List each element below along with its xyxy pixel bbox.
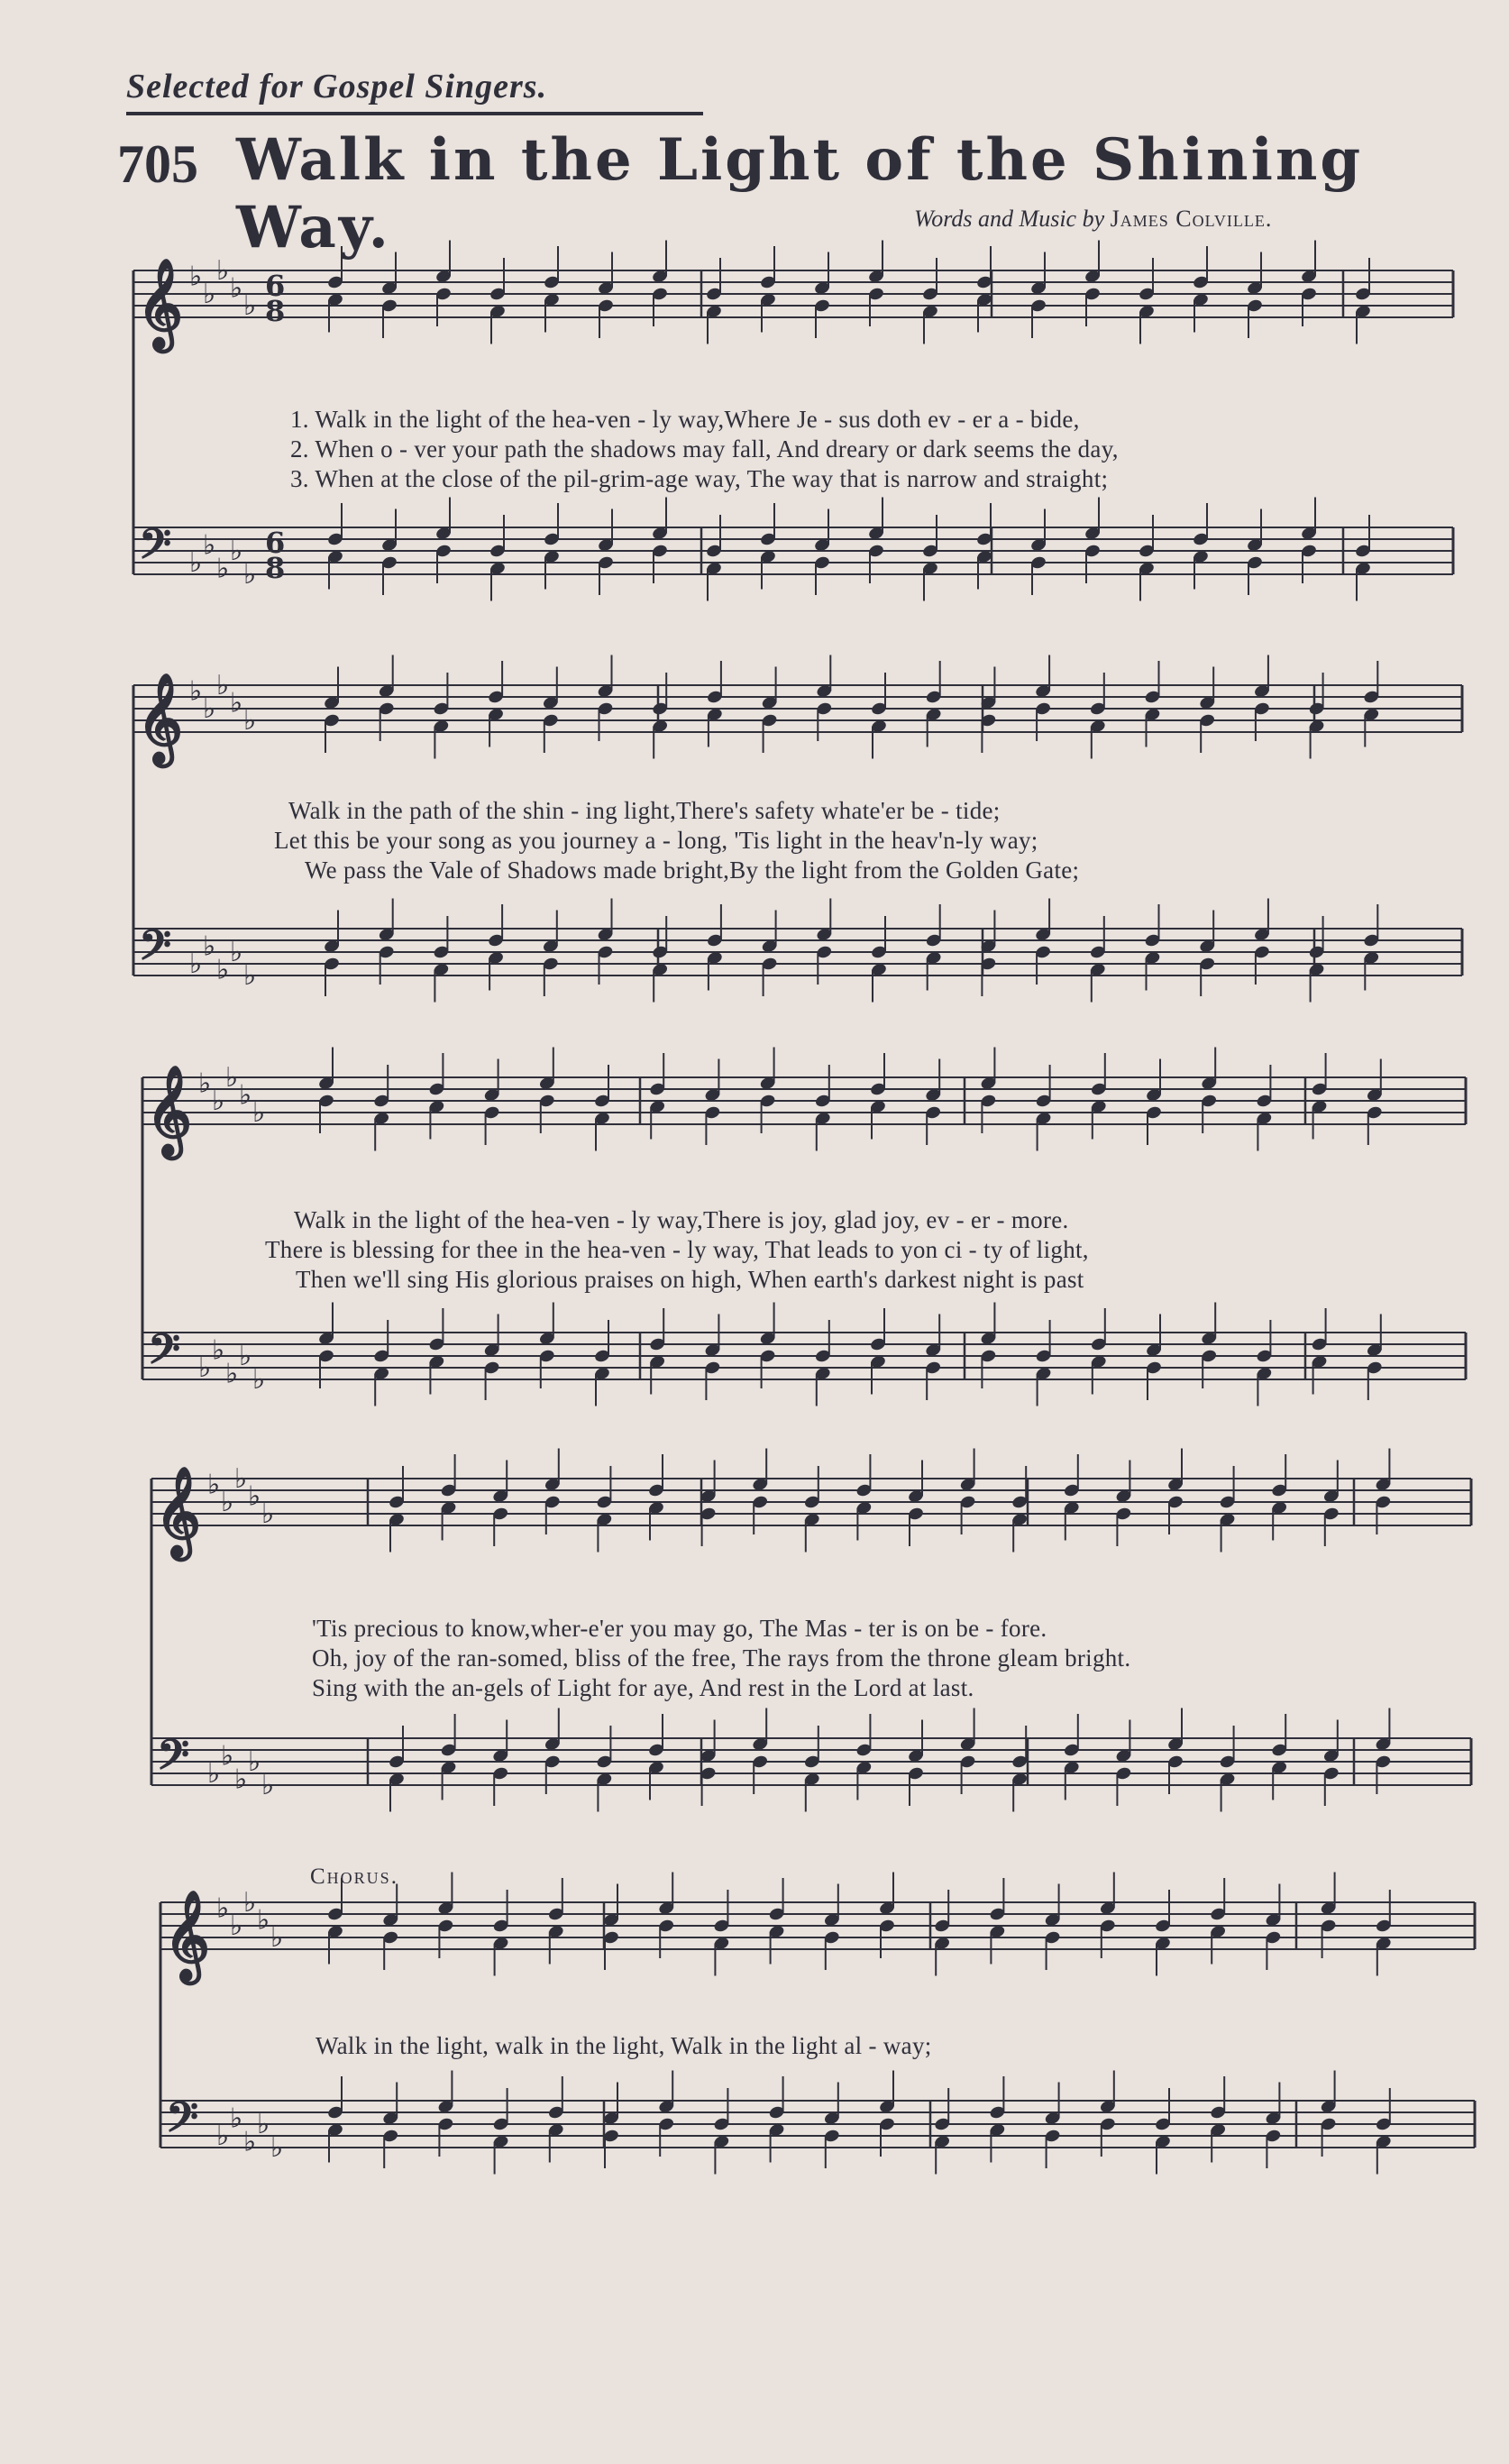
lyric-chorus: Walk in the light, walk in the light, Walk in the light al - way; [316,2032,932,2059]
key-flat-treble-s2: ♭ [189,675,203,708]
key-flat-treble-s5: ♭ [270,1922,284,1954]
key-flat-treble-s3: ♭ [252,1097,266,1129]
key-flat-bass-s4: ♭ [248,1746,261,1778]
treble-clef-s2: 𝄞 [137,673,183,764]
attribution-prefix: Words and Music by [914,206,1105,232]
key-flat-treble-s4: ♭ [207,1469,221,1501]
key-flat-bass-s4: ♭ [221,1740,234,1772]
hymn-number: 705 [117,134,198,194]
key-flat-treble-s1: ♭ [189,261,203,293]
lyric-s3-v2: There is blessing for thee in the hea-ven - ly way, That leads to yon ci - ty of light, [265,1236,1089,1263]
treble-clef-s3: 𝄞 [146,1065,192,1156]
chorus-label: Chorus. [310,1864,398,1889]
key-flat-bass-s3: ♭ [252,1364,266,1396]
key-flat-bass-s4: ♭ [234,1763,248,1796]
lyric-s2-v1: Walk in the path of the shin - ing light,There's safety whate'er be - tide; [288,797,1001,824]
time-sig-top-bass: 6 [265,526,286,560]
key-flat-treble-s2: ♭ [216,670,230,701]
key-flat-bass-s2: ♭ [216,954,230,986]
bass-clef-s3: 𝄢 [148,1324,181,1384]
key-flat-bass-s1: ♭ [189,547,203,579]
lyric-s1-v3: 3. When at the close of the pil-grim-age way, The way that is narrow and straight; [290,465,1109,492]
key-flat-treble-s3: ♭ [212,1085,225,1117]
lyric-s3-v1: Walk in the light of the hea-ven - ly way,There is joy, glad joy, ev - er - more. [294,1206,1069,1233]
key-flat-bass-s2: ♭ [230,937,243,968]
bass-clef-s4: 𝄢 [157,1730,190,1790]
time-sig-bottom-bass: 8 [265,551,286,585]
key-flat-treble-s1: ♭ [203,279,216,310]
key-flat-treble-s5: ♭ [216,1892,230,1925]
lyric-s4-v2: Oh, joy of the ran-somed, bliss of the free, The rays from the throne gleam bright. [312,1644,1131,1672]
key-flat-bass-s1: ♭ [230,536,243,567]
hymn-title: Walk in the Light of the Shining Way. [236,126,1364,261]
key-flat-bass-s1: ♭ [203,529,216,562]
key-flat-bass-s5: ♭ [216,2121,230,2152]
key-flat-bass-s4: ♭ [261,1770,275,1801]
key-flat-bass-s5: ♭ [243,2126,257,2158]
key-flat-bass-s5: ♭ [230,2102,243,2135]
key-flat-bass-s2: ♭ [189,948,203,980]
bass-clef-s1: 𝄢 [139,519,172,579]
bass-clef-s2: 𝄢 [139,921,172,980]
key-flat-treble-s4: ♭ [261,1498,275,1530]
key-flat-bass-s3: ♭ [225,1358,239,1390]
treble-clef-s4: 𝄞 [155,1466,201,1557]
key-flat-bass-s4: ♭ [207,1758,221,1790]
key-flat-treble-s5: ♭ [243,1887,257,1919]
key-flat-treble-s2: ♭ [203,693,216,725]
key-flat-treble-s4: ♭ [234,1463,248,1495]
key-flat-treble-s3: ♭ [225,1062,239,1094]
key-flat-treble-s4: ♭ [221,1487,234,1518]
lyric-s2-v2: Let this be your song as you journey a - long, 'Tis light in the heav'n-ly way; [274,827,1038,854]
key-flat-bass-s5: ♭ [270,2132,284,2164]
key-flat-treble-s1: ♭ [216,255,230,287]
key-flat-treble-s1: ♭ [243,290,257,322]
key-flat-treble-s4: ♭ [248,1480,261,1513]
bass-clef-s5: 𝄢 [166,2093,199,2152]
key-flat-treble-s2: ♭ [243,705,257,737]
key-flat-treble-s3: ♭ [239,1079,252,1112]
key-flat-bass-s5: ♭ [257,2109,270,2140]
lyric-s2-v3: We pass the Vale of Shadows made bright,By the light from the Golden Gate; [305,856,1080,884]
key-flat-bass-s2: ♭ [243,960,257,992]
key-flat-bass-s1: ♭ [243,559,257,591]
lyric-s1-v2: 2. When o - ver your path the shadows may fall, And dreary or dark seems the day, [290,435,1119,463]
time-sig-top-treble: 6 [265,269,286,303]
lyric-s3-v3: Then we'll sing His glorious praises on high, When earth's darkest night is past [296,1266,1084,1293]
composer-name: James Colville. [1110,206,1273,232]
collection-heading: Selected for Gospel Singers. [126,68,548,105]
treble-clef-s5: 𝄞 [164,1890,210,1981]
key-flat-bass-s3: ♭ [239,1341,252,1372]
key-flat-treble-s3: ♭ [198,1067,212,1100]
key-flat-treble-s5: ♭ [230,1910,243,1942]
key-flat-bass-s1: ♭ [216,553,230,585]
key-flat-bass-s3: ♭ [212,1334,225,1367]
lyric-s1-v1: 1. Walk in the light of the hea-ven - ly way,Where Je - sus doth ev - er a - bide, [290,406,1080,433]
key-flat-treble-s1: ♭ [230,272,243,305]
key-flat-bass-s2: ♭ [203,930,216,963]
key-flat-bass-s3: ♭ [198,1352,212,1384]
lyric-s4-v1: 'Tis precious to know,wher-e'er you may go, The Mas - ter is on be - fore. [312,1615,1047,1642]
treble-clef-s1: 𝄞 [137,258,183,349]
lyric-s4-v3: Sing with the an-gels of Light for aye, And rest in the Lord at last. [312,1674,974,1701]
time-sig-bottom-treble: 8 [265,294,286,328]
key-flat-treble-s5: ♭ [257,1904,270,1937]
key-flat-treble-s2: ♭ [230,687,243,719]
